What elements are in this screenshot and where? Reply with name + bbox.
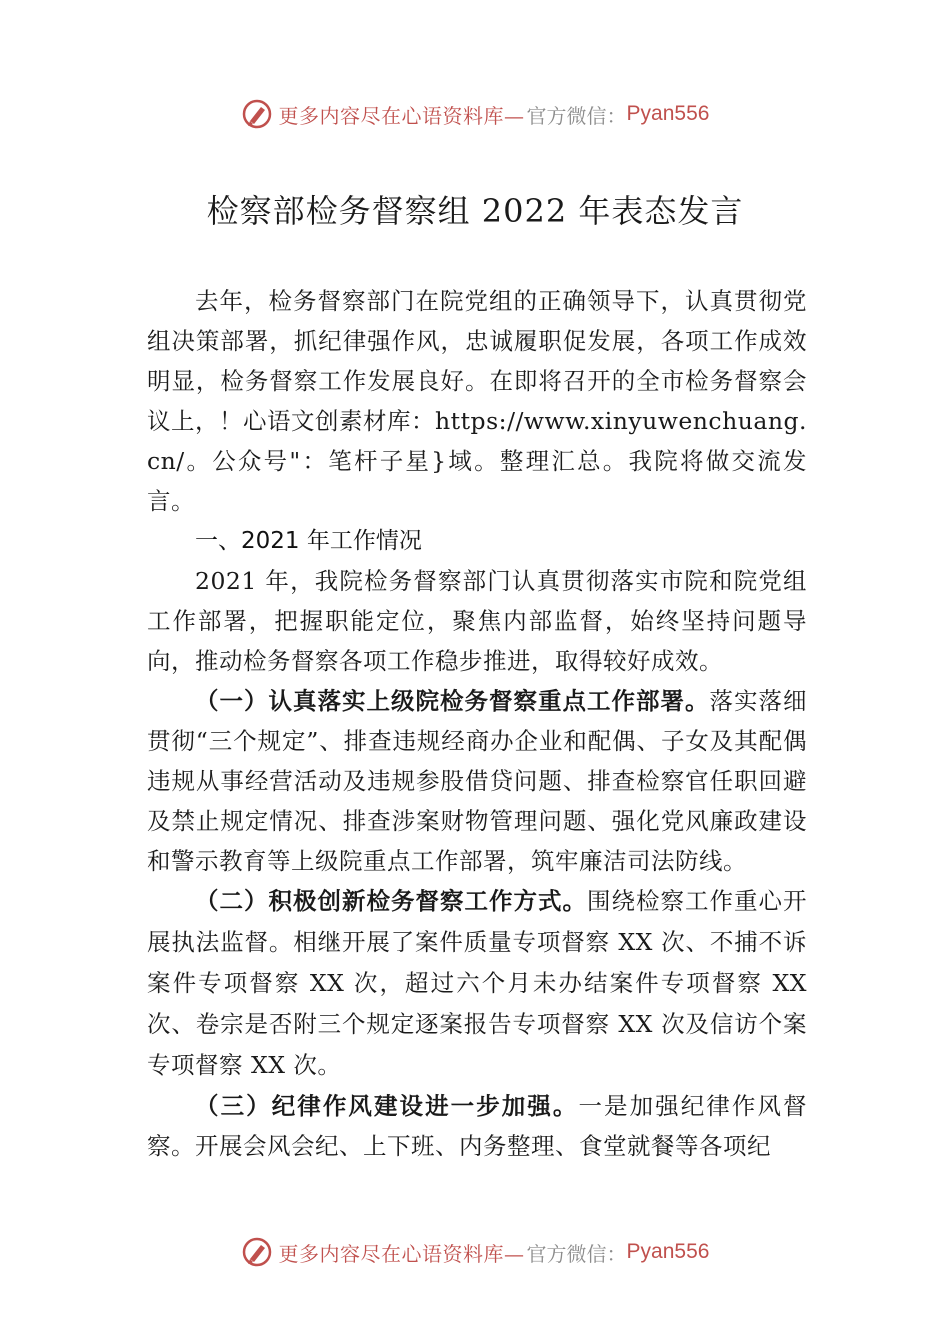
pen-logo-icon: [241, 98, 273, 130]
item-1-paragraph: [147, 681, 807, 881]
intro-paragraph: 去年，检务督察部门在院党组的正确领导下，认真贯彻党组决策部署，抓纪律强作风，忠诚履职促发展，各项工作成效明显，检务督察工作发展良好。在即将召开的全市检务督察会议上，！心语文创素材库：https://www.xinyuwenchuang.cn/。公众号"：笔杆子星}域。整理汇总。我院将做交流发言。: [147, 287, 807, 515]
banner-wechat-label: 官方微信：: [526, 103, 627, 128]
banner-wechat-label: 官方微信：: [526, 1241, 627, 1266]
item-1-text: 落实落细贯彻“三个规定”、排查违规经商办企业和配偶、子女及其配偶违规从事经营活动及违规参股借贷问题、排查检察官任职回避及禁止规定情况、排查涉案财物管理问题、强化党风廉政建设和警示教育等上级院重点工作部署，筑牢廉洁司法防线。: [147, 687, 807, 875]
section-heading-1: 一、2021 年工作情况: [195, 528, 422, 554]
footer-watermark-banner: [0, 1232, 950, 1272]
item-1-lead: （一）认真落实上级院检务督察重点工作部署。: [195, 687, 710, 715]
pen-logo-icon: [241, 1236, 273, 1268]
header-watermark-banner: [0, 94, 950, 134]
item-2-text: 围绕检察工作重心开展执法监督。相继开展了案件质量专项督察 XX 次、不捕不诉案件专项督察 XX 次，超过六个月未办结案件专项督察 XX 次、卷宗是否附三个规定逐案报告专项督察 XX 次及信访个案专项督察 XX 次。: [147, 887, 807, 1079]
banner-wechat-id: Pyan556: [626, 102, 710, 125]
document-body: [147, 281, 807, 1166]
item-3-paragraph: [147, 1086, 807, 1166]
banner-text: 更多内容尽在心语资料库—: [278, 1241, 525, 1266]
banner-text: 更多内容尽在心语资料库—: [278, 103, 525, 128]
section-1-paragraph: 2021 年，我院检务督察部门认真贯彻落实市院和院党组工作部署，把握职能定位，聚焦内部监督，始终坚持问题导向，推动检务督察各项工作稳步推进，取得较好成效。: [147, 567, 807, 675]
item-2-lead: （二）积极创新检务督察工作方式。: [195, 887, 587, 915]
item-3-lead: （三）纪律作风建设进一步加强。: [195, 1092, 579, 1120]
item-2-paragraph: [147, 881, 807, 1086]
item-3-text: 一是加强纪律作风督察。开展会风会纪、上下班、内务整理、食堂就餐等各项纪: [147, 1092, 808, 1160]
banner-wechat-id: Pyan556: [626, 1240, 710, 1263]
document-title: 检察部检务督察组 2022 年表态发言: [206, 192, 744, 230]
